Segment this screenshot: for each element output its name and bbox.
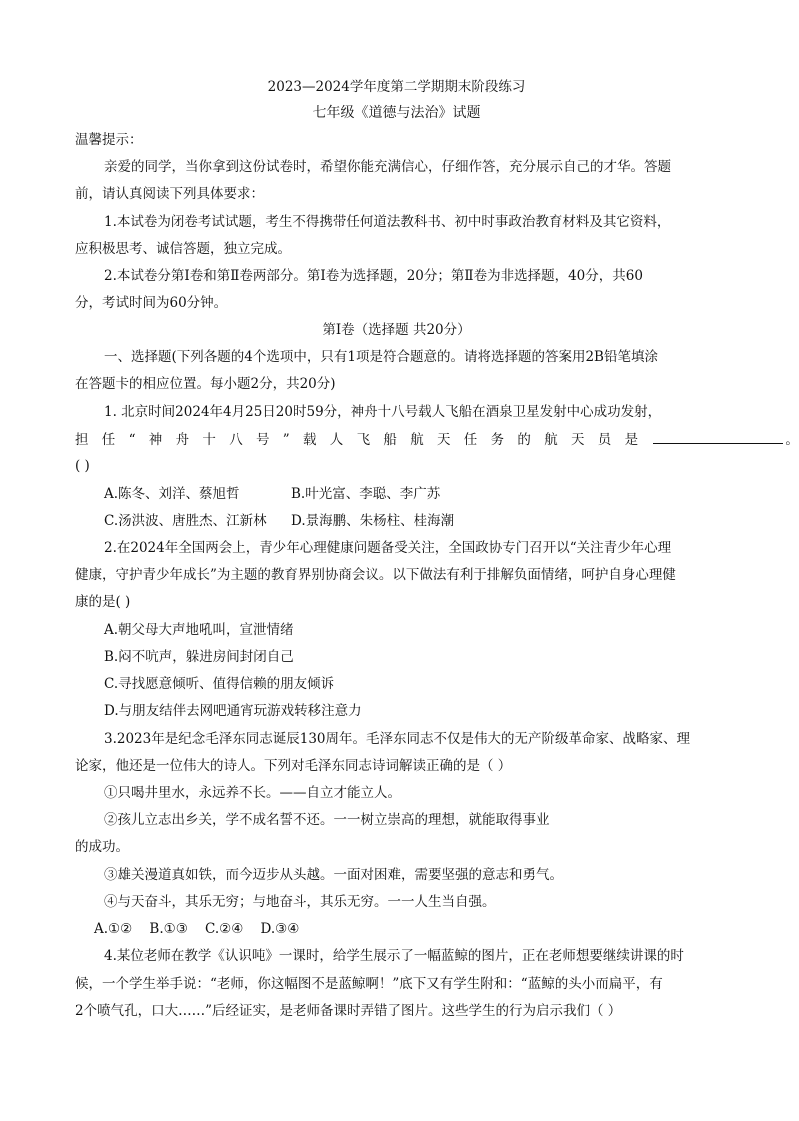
question-stem: 4.某位老师在教学《认识吨》一课时，给学生展示了一幅蓝鲸的图片，正在老师想要继续讲课的时 bbox=[104, 948, 684, 964]
answer-options: A.①② B.①③ C.②④ D.③④ bbox=[94, 921, 300, 937]
option-d: D.景海鹏、朱杨柱、桂海潮 bbox=[291, 513, 455, 529]
statement-2: 的成功。 bbox=[75, 839, 129, 855]
statement-4: ④与天奋斗，其乐无穷；与地奋斗，其乐无穷。一一人生当自强。 bbox=[104, 894, 496, 910]
statement-2: ②孩儿立志出乡关，学不成名誓不还。一一树立崇高的理想，就能取得事业 bbox=[104, 812, 550, 828]
question-stem: 3.2023年是纪念毛泽东同志诞辰130周年。毛泽东同志不仅是伟大的无产阶级革命家、战略家、理 bbox=[104, 731, 691, 747]
question-stem: 健康，守护青少年成长”为主题的教育界别协商会议。以下做法有利于排解负面情绪，呵护自身心理健 bbox=[75, 567, 676, 583]
question-stem: 候，一个学生举手说：“老师，你这幅图不是蓝鲸啊！”底下又有学生附和：“蓝鲸的头小而扁平，有 bbox=[75, 976, 663, 992]
option-b: B.叶光富、李聪、李广苏 bbox=[291, 486, 441, 502]
instructions-paragraph: 前，请认真阅读下列具体要求： bbox=[75, 186, 264, 202]
question-stem: 2个喷气孔，口大……”后经证实，是老师备课时弄错了图片。这些学生的行为启示我们（ ） bbox=[75, 1003, 622, 1019]
instructions-rule-1: 应积极思考、诚信答题，独立完成。 bbox=[75, 241, 291, 257]
statement-3: ③雄关漫道真如铁，而今迈步从头越。一面对困难，需要坚强的意志和勇气。 bbox=[104, 867, 563, 883]
question-stem: 康的是( ) bbox=[75, 594, 131, 610]
section-instructions: 一、选择题(下列各题的4个选项中，只有1项是符合题意的。请将选择题的答案用2B铅笔填涂 bbox=[104, 349, 658, 365]
exam-title: 2023—2024学年度第二学期期末阶段练习 bbox=[267, 79, 526, 95]
instructions-label: 温馨提示： bbox=[75, 132, 143, 148]
exam-subtitle: 七年级《道德与法治》试题 bbox=[312, 105, 481, 121]
question-stem: 2.在2024年全国两会上，青少年心理健康问题备受关注，全国政协专门召开以“关注青少年心理 bbox=[104, 540, 672, 556]
answer-parentheses: ( ) bbox=[75, 458, 90, 474]
statement-1: ①只喝井里水，永远养不长。——自立才能立人。 bbox=[104, 785, 401, 801]
option-c: C.汤洪波、唐胜杰、江新林 bbox=[104, 513, 267, 529]
question-stem: 1. 北京时间2024年4月25日20时59分，神舟十八号载人飞船在酒泉卫星发射中心成功发射， bbox=[104, 404, 662, 420]
question-stem: 论家，他还是一位伟大的诗人。下列对毛泽东同志诗词解读正确的是（ ） bbox=[75, 758, 512, 774]
option-d: D.与朋友结伴去网吧通宵玩游戏转移注意力 bbox=[104, 703, 362, 719]
section-instructions: 在答题卡的相应位置。每小题2分，共20分) bbox=[75, 376, 336, 392]
instructions-rule-2: 2.本试卷分第Ⅰ卷和第Ⅱ卷两部分。第Ⅰ卷为选择题，20分；第Ⅱ卷为非选择题，40分，共60 bbox=[104, 268, 643, 284]
instructions-paragraph: 亲爱的同学，当你拿到这份试卷时，希望你能充满信心，仔细作答，充分展示自己的才华。答题 bbox=[104, 159, 671, 175]
section-heading: 第Ⅰ卷（选择题 共20分） bbox=[322, 322, 471, 338]
question-stem bbox=[75, 429, 799, 450]
instructions-rule-2: 分，考试时间为60分钟。 bbox=[75, 295, 228, 311]
question-stem-end: 。 bbox=[785, 432, 799, 448]
option-b: B.闷不吭声，躲进房间封闭自己 bbox=[104, 649, 294, 665]
option-a: A.朝父母大声地吼叫，宣泄情绪 bbox=[104, 622, 294, 638]
option-a: A.陈冬、刘洋、蔡旭哲 bbox=[104, 486, 240, 502]
instructions-rule-1: 1.本试卷为闭卷考试试题，考生不得携带任何道法教科书、初中时事政治教育材料及其它资料， bbox=[104, 214, 671, 230]
question-stem-text: 担任“神舟十八号”载人飞船航天任务的航天员是 bbox=[75, 432, 652, 448]
answer-blank bbox=[653, 429, 783, 444]
option-c: C.寻找愿意倾听、值得信赖的朋友倾诉 bbox=[104, 676, 335, 692]
